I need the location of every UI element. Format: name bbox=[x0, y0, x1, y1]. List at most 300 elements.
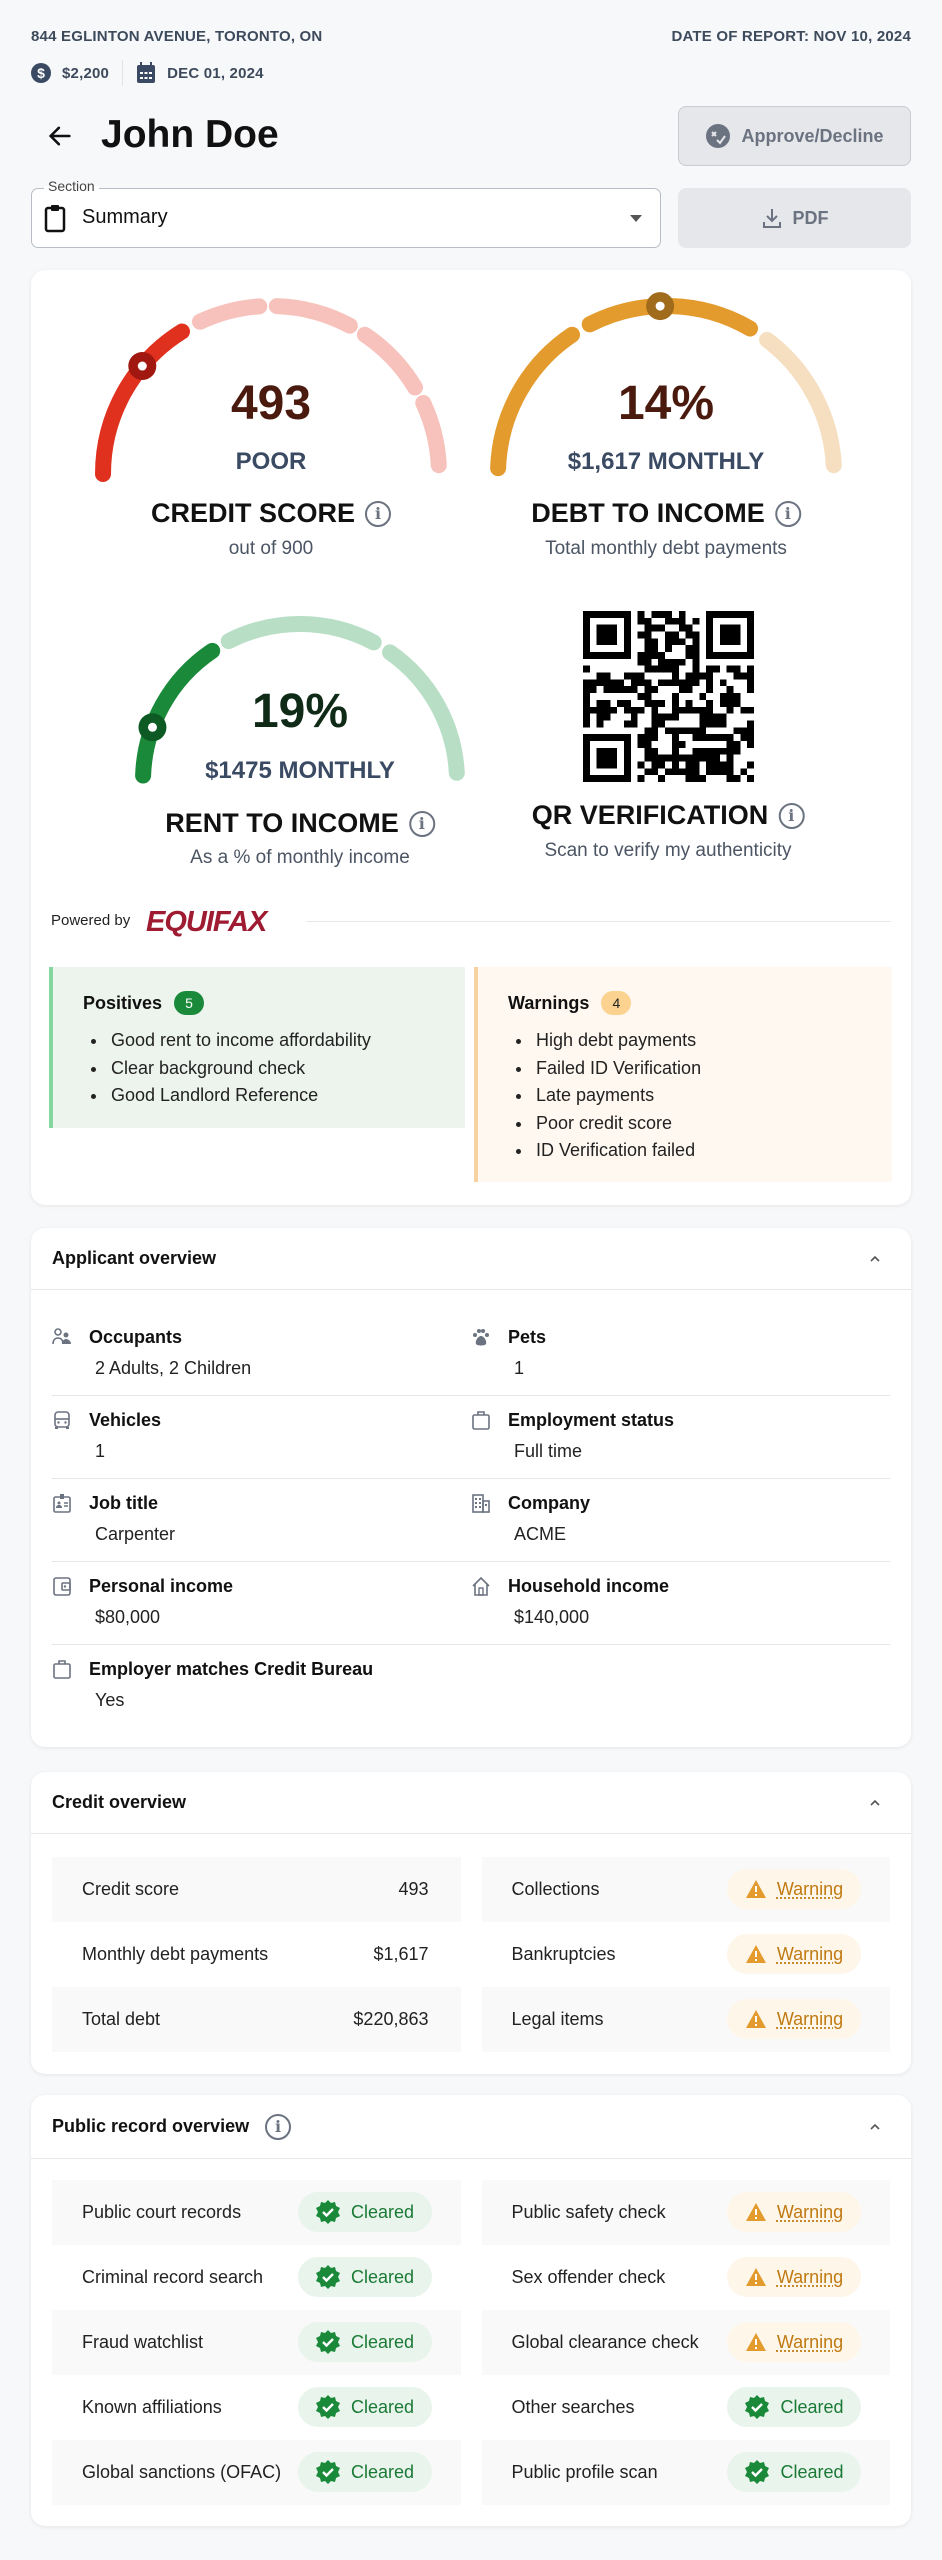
qr-module bbox=[604, 700, 611, 707]
info-icon[interactable]: i bbox=[365, 501, 391, 527]
qr-module bbox=[679, 727, 686, 734]
overview-cell bbox=[52, 2310, 461, 2375]
qr-module bbox=[624, 741, 631, 748]
qr-module bbox=[651, 755, 658, 762]
qr-module bbox=[651, 768, 658, 775]
item-label: Total debt bbox=[82, 2009, 161, 2029]
download-icon bbox=[761, 207, 783, 229]
warning-icon bbox=[745, 2202, 767, 2222]
qr-module bbox=[610, 686, 617, 693]
qr-module bbox=[706, 618, 713, 625]
qr-module bbox=[720, 693, 727, 700]
qr-module bbox=[686, 625, 693, 632]
item-label: Criminal record search bbox=[82, 2267, 264, 2287]
qr-module bbox=[733, 611, 740, 618]
applicant-overview-header[interactable] bbox=[31, 1228, 911, 1290]
qr-module bbox=[624, 734, 631, 741]
applicant-row bbox=[52, 1396, 890, 1479]
qr-module bbox=[665, 768, 672, 775]
overview-cell bbox=[52, 2180, 461, 2245]
info-icon[interactable]: i bbox=[265, 2114, 291, 2140]
qr-module bbox=[665, 679, 672, 686]
applicant-row bbox=[52, 1645, 890, 1728]
qr-module bbox=[733, 625, 740, 632]
qr-module bbox=[583, 775, 590, 782]
qr-module bbox=[597, 775, 604, 782]
qr-module bbox=[638, 673, 645, 680]
qr-module bbox=[617, 775, 624, 782]
field-value: Yes bbox=[95, 1690, 125, 1710]
qr-module bbox=[699, 734, 706, 741]
qr-module bbox=[610, 611, 617, 618]
qr-module bbox=[706, 666, 713, 673]
back-button[interactable] bbox=[46, 122, 74, 155]
qr-module bbox=[610, 679, 617, 686]
item-label: Public profile scan bbox=[511, 2462, 658, 2482]
qr-module bbox=[624, 618, 631, 625]
applicant-field bbox=[471, 1574, 890, 1644]
rti-label: RENT TO INCOME bbox=[165, 808, 399, 838]
qr-module bbox=[733, 693, 740, 700]
qr-module bbox=[686, 632, 693, 639]
qr-module bbox=[597, 625, 604, 632]
overview-cell bbox=[482, 1922, 891, 1987]
field-label: Employer matches Credit Bureau bbox=[89, 1659, 374, 1679]
applicant-name: John Doe bbox=[101, 113, 279, 156]
qr-module bbox=[686, 761, 693, 768]
status-label: Cleared bbox=[350, 2266, 415, 2287]
qr-module bbox=[658, 625, 665, 632]
caret-down-icon bbox=[630, 215, 642, 223]
rti-subtitle: As a % of monthly income bbox=[190, 847, 410, 868]
qr-module bbox=[733, 700, 740, 707]
move-in-date: DEC 01, 2024 bbox=[167, 64, 264, 82]
qr-module bbox=[686, 652, 693, 659]
qr-module bbox=[706, 638, 713, 645]
overview-cell bbox=[482, 1857, 891, 1922]
overview-row bbox=[52, 1857, 890, 1922]
item-label: Public safety check bbox=[511, 2202, 666, 2222]
dollar-icon bbox=[31, 63, 51, 83]
qr-module bbox=[706, 748, 713, 755]
warning-item: Failed ID Verification bbox=[508, 1055, 862, 1083]
qr-module bbox=[604, 611, 611, 618]
item-label: Other searches bbox=[511, 2397, 635, 2417]
qr-module bbox=[583, 700, 590, 707]
qr-module bbox=[583, 768, 590, 775]
chevron-up-icon[interactable] bbox=[869, 1253, 881, 1265]
qr-module bbox=[706, 707, 713, 714]
qr-module bbox=[713, 768, 720, 775]
cleared-badge[interactable] bbox=[298, 2322, 432, 2362]
public-record-title: Public record overview bbox=[52, 2116, 250, 2136]
qr-module bbox=[706, 700, 713, 707]
qr-module bbox=[651, 700, 658, 707]
qr-module bbox=[624, 761, 631, 768]
warning-badge[interactable] bbox=[727, 1869, 861, 1909]
summary-card bbox=[31, 270, 911, 1205]
qr-module bbox=[713, 720, 720, 727]
qr-module bbox=[733, 638, 740, 645]
field-label: Occupants bbox=[89, 1327, 183, 1347]
credit-score-title bbox=[151, 498, 391, 529]
status-label: Warning bbox=[776, 1878, 844, 1899]
warning-badge[interactable] bbox=[727, 1934, 861, 1974]
qr-module bbox=[658, 714, 665, 721]
qr-module bbox=[692, 659, 699, 666]
cleared-badge[interactable] bbox=[298, 2257, 432, 2297]
svg-text:EQUIFAX: EQUIFAX bbox=[146, 906, 267, 938]
car-icon bbox=[52, 1410, 72, 1430]
item-label: Sex offender check bbox=[511, 2267, 666, 2287]
qr-module bbox=[706, 734, 713, 741]
qr-module bbox=[747, 686, 754, 693]
qr-module bbox=[583, 652, 590, 659]
credit-rating: POOR bbox=[235, 448, 307, 475]
section-select[interactable] bbox=[31, 178, 661, 248]
qr-module bbox=[672, 666, 679, 673]
qr-module bbox=[638, 652, 645, 659]
pdf-button[interactable] bbox=[678, 188, 911, 248]
house-icon bbox=[471, 1576, 491, 1596]
qr-module bbox=[665, 611, 672, 618]
qr-module bbox=[679, 755, 686, 762]
qr-module bbox=[733, 741, 740, 748]
dti-amount: $1,617 MONTHLY bbox=[567, 448, 765, 475]
qr-module bbox=[658, 652, 665, 659]
field-label: Household income bbox=[508, 1576, 670, 1596]
qr-module bbox=[672, 761, 679, 768]
warning-icon bbox=[745, 2332, 767, 2352]
section-legend: Section bbox=[44, 178, 99, 194]
field-value: 1 bbox=[95, 1441, 106, 1461]
qr-module bbox=[672, 632, 679, 639]
qr-module bbox=[727, 700, 734, 707]
calendar-icon bbox=[136, 62, 156, 84]
overview-cell bbox=[482, 2245, 891, 2310]
qr-module bbox=[747, 673, 754, 680]
qr-module bbox=[658, 659, 665, 666]
qr-module bbox=[604, 632, 611, 639]
qr-module bbox=[679, 611, 686, 618]
qr-module bbox=[665, 727, 672, 734]
rti-value: 19% bbox=[251, 685, 349, 738]
qr-module bbox=[597, 611, 604, 618]
qr-module bbox=[686, 768, 693, 775]
info-icon[interactable]: i bbox=[775, 501, 801, 527]
warning-icon bbox=[745, 2009, 767, 2029]
item-label: Legal items bbox=[511, 2009, 604, 2029]
credit-gauge-segment bbox=[365, 335, 415, 388]
qr-module bbox=[747, 679, 754, 686]
cleared-badge[interactable] bbox=[727, 2387, 861, 2427]
qr-module bbox=[692, 734, 699, 741]
qr-module bbox=[720, 761, 727, 768]
credit-score-value: 493 bbox=[230, 377, 312, 430]
qr-module bbox=[658, 666, 665, 673]
qr-module bbox=[583, 632, 590, 639]
chevron-up-icon[interactable] bbox=[869, 2121, 881, 2133]
dti-gauge-marker-dot bbox=[656, 302, 665, 311]
qr-module bbox=[720, 748, 727, 755]
qr-module bbox=[686, 775, 693, 782]
overview-cell bbox=[482, 2180, 891, 2245]
overview-cell bbox=[482, 2310, 891, 2375]
verified-check-icon bbox=[744, 2459, 770, 2485]
qr-module bbox=[733, 673, 740, 680]
qr-module bbox=[645, 755, 652, 762]
qr-module bbox=[727, 625, 734, 632]
qr-module bbox=[720, 625, 727, 632]
cleared-badge[interactable] bbox=[298, 2387, 432, 2427]
equifax-logo bbox=[144, 904, 294, 940]
qr-module bbox=[665, 714, 672, 721]
qr-module bbox=[597, 720, 604, 727]
qr-module bbox=[597, 679, 604, 686]
qr-module bbox=[679, 625, 686, 632]
qr-module bbox=[747, 707, 754, 714]
qr-module bbox=[706, 673, 713, 680]
qr-module bbox=[604, 679, 611, 686]
qr-module bbox=[583, 645, 590, 652]
qr-module bbox=[727, 775, 734, 782]
rent-info bbox=[31, 61, 264, 85]
status-label: Warning bbox=[776, 2331, 844, 2352]
qr-module bbox=[672, 755, 679, 762]
qr-module bbox=[672, 748, 679, 755]
qr-module bbox=[604, 652, 611, 659]
field-label: Vehicles bbox=[89, 1410, 162, 1430]
qr-module bbox=[624, 775, 631, 782]
qr-module bbox=[699, 673, 706, 680]
qr-module bbox=[610, 632, 617, 639]
qr-module bbox=[631, 714, 638, 721]
qr-module bbox=[686, 700, 693, 707]
status-label: Warning bbox=[776, 2008, 844, 2029]
qr-module bbox=[727, 652, 734, 659]
item-label: Bankruptcies bbox=[511, 1944, 616, 1964]
qr-module bbox=[747, 611, 754, 618]
qr-module bbox=[638, 679, 645, 686]
item-label: Monthly debt payments bbox=[82, 1944, 269, 1964]
qr-module bbox=[583, 741, 590, 748]
qr-module bbox=[672, 714, 679, 721]
overview-row bbox=[52, 2180, 890, 2245]
positives-panel bbox=[49, 967, 465, 1128]
qr-module bbox=[740, 734, 747, 741]
info-icon[interactable]: i bbox=[778, 803, 804, 829]
applicant-field bbox=[52, 1491, 471, 1561]
qr-module bbox=[645, 645, 652, 652]
qr-module bbox=[686, 686, 693, 693]
qr-module bbox=[604, 761, 611, 768]
warning-item: Late payments bbox=[508, 1082, 862, 1110]
qr-code bbox=[583, 611, 754, 782]
applicant-overview-card bbox=[31, 1228, 911, 1747]
qr-module bbox=[692, 652, 699, 659]
qr-module bbox=[610, 638, 617, 645]
warning-badge[interactable] bbox=[727, 1999, 861, 2039]
credit-overview-header[interactable] bbox=[31, 1772, 911, 1834]
qr-module bbox=[665, 755, 672, 762]
rti-gauge-segment bbox=[390, 652, 457, 772]
qr-module bbox=[583, 734, 590, 741]
cleared-badge[interactable] bbox=[298, 2192, 432, 2232]
public-record-header[interactable] bbox=[31, 2095, 911, 2159]
qr-module bbox=[645, 741, 652, 748]
status-label: Cleared bbox=[350, 2331, 415, 2352]
applicant-field bbox=[52, 1657, 474, 1728]
qr-module bbox=[713, 748, 720, 755]
field-value: $140,000 bbox=[514, 1607, 590, 1627]
info-icon[interactable]: i bbox=[409, 811, 435, 837]
field-value: ACME bbox=[514, 1524, 567, 1544]
applicant-row bbox=[52, 1562, 890, 1645]
qr-module bbox=[727, 632, 734, 639]
qr-module bbox=[733, 727, 740, 734]
qr-module bbox=[720, 720, 727, 727]
rent-amount: $2,200 bbox=[62, 64, 110, 82]
qr-module bbox=[651, 761, 658, 768]
qr-module bbox=[747, 652, 754, 659]
status-label: Warning bbox=[776, 2201, 844, 2222]
qr-module bbox=[692, 748, 699, 755]
qr-module bbox=[617, 611, 624, 618]
overview-cell bbox=[52, 2375, 461, 2440]
warning-badge[interactable] bbox=[727, 2257, 861, 2297]
qr-module bbox=[645, 679, 652, 686]
qr-module bbox=[590, 679, 597, 686]
qr-module bbox=[699, 720, 706, 727]
qr-module bbox=[747, 618, 754, 625]
qr-module bbox=[604, 638, 611, 645]
applicant-fields bbox=[31, 1290, 911, 1728]
rti-gauge-marker-dot bbox=[148, 723, 157, 732]
qr-module bbox=[645, 734, 652, 741]
qr-module bbox=[699, 755, 706, 762]
cleared-badge[interactable] bbox=[727, 2452, 861, 2492]
qr-module bbox=[747, 741, 754, 748]
qr-module bbox=[672, 638, 679, 645]
qr-module bbox=[672, 734, 679, 741]
verified-check-icon bbox=[315, 2199, 341, 2225]
occupants-icon bbox=[52, 1327, 72, 1347]
qr-module bbox=[692, 638, 699, 645]
qr-module bbox=[624, 632, 631, 639]
public-record-card bbox=[31, 2095, 911, 2526]
field-value: Carpenter bbox=[95, 1524, 176, 1544]
qr-module bbox=[686, 755, 693, 762]
warning-badge[interactable] bbox=[727, 2322, 861, 2362]
qr-module bbox=[583, 679, 590, 686]
qr-module bbox=[610, 761, 617, 768]
qr-module bbox=[747, 645, 754, 652]
qr-module bbox=[706, 714, 713, 721]
qr-module bbox=[624, 625, 631, 632]
item-label: Global sanctions (OFAC) bbox=[82, 2462, 282, 2482]
chevron-up-icon[interactable] bbox=[869, 1797, 881, 1809]
qr-module bbox=[720, 652, 727, 659]
qr-module bbox=[713, 755, 720, 762]
positives-title: Positives bbox=[83, 992, 163, 1013]
status-label: Cleared bbox=[350, 2461, 415, 2482]
clipboard-icon bbox=[44, 203, 66, 233]
qr-module bbox=[645, 700, 652, 707]
qr-module bbox=[692, 707, 699, 714]
qr-module bbox=[692, 618, 699, 625]
field-value: $80,000 bbox=[95, 1607, 161, 1627]
qr-module bbox=[733, 748, 740, 755]
qr-module bbox=[610, 734, 617, 741]
credit-overview-card bbox=[31, 1772, 911, 2074]
qr-module bbox=[624, 748, 631, 755]
qr-module bbox=[617, 679, 624, 686]
item-value: 493 bbox=[398, 1879, 429, 1899]
qr-module bbox=[747, 625, 754, 632]
qr-module bbox=[645, 652, 652, 659]
qr-module bbox=[658, 775, 665, 782]
qr-module bbox=[604, 714, 611, 721]
qr-module bbox=[699, 727, 706, 734]
positives-list bbox=[83, 1027, 435, 1110]
verified-check-icon bbox=[744, 2394, 770, 2420]
qr-module bbox=[672, 693, 679, 700]
field-label: Company bbox=[508, 1493, 591, 1513]
qr-title bbox=[532, 800, 805, 831]
qr-module bbox=[658, 700, 665, 707]
qr-module bbox=[720, 679, 727, 686]
qr-module bbox=[672, 679, 679, 686]
warning-badge[interactable] bbox=[727, 2192, 861, 2232]
overview-row bbox=[52, 2245, 890, 2310]
report-date: DATE OF REPORT: NOV 10, 2024 bbox=[671, 28, 911, 45]
qr-module bbox=[651, 707, 658, 714]
wallet-icon bbox=[52, 1576, 72, 1596]
positive-item: Good rent to income affordability bbox=[83, 1027, 435, 1055]
cleared-badge[interactable] bbox=[298, 2452, 432, 2492]
qr-module bbox=[679, 638, 686, 645]
qr-module bbox=[727, 755, 734, 762]
overview-row bbox=[52, 1922, 890, 1987]
qr-module bbox=[583, 666, 590, 673]
credit-score-label: CREDIT SCORE bbox=[150, 498, 356, 528]
qr-module bbox=[610, 775, 617, 782]
dti-title bbox=[531, 498, 801, 529]
qr-module bbox=[665, 645, 672, 652]
qr-module bbox=[727, 638, 734, 645]
qr-module bbox=[583, 761, 590, 768]
approve-decline-button[interactable] bbox=[678, 106, 911, 166]
qr-module bbox=[665, 666, 672, 673]
qr-module bbox=[679, 707, 686, 714]
item-value: $1,617 bbox=[373, 1944, 429, 1964]
qr-module bbox=[610, 748, 617, 755]
qr-module bbox=[638, 741, 645, 748]
qr-module bbox=[692, 727, 699, 734]
qr-module bbox=[699, 707, 706, 714]
qr-module bbox=[583, 720, 590, 727]
qr-module bbox=[699, 693, 706, 700]
item-label: Collections bbox=[511, 1879, 600, 1899]
qr-module bbox=[617, 686, 624, 693]
qr-module bbox=[740, 611, 747, 618]
qr-module bbox=[692, 632, 699, 639]
qr-module bbox=[638, 693, 645, 700]
qr-module bbox=[713, 652, 720, 659]
qr-module bbox=[617, 652, 624, 659]
qr-module bbox=[624, 707, 631, 714]
qr-module bbox=[610, 707, 617, 714]
